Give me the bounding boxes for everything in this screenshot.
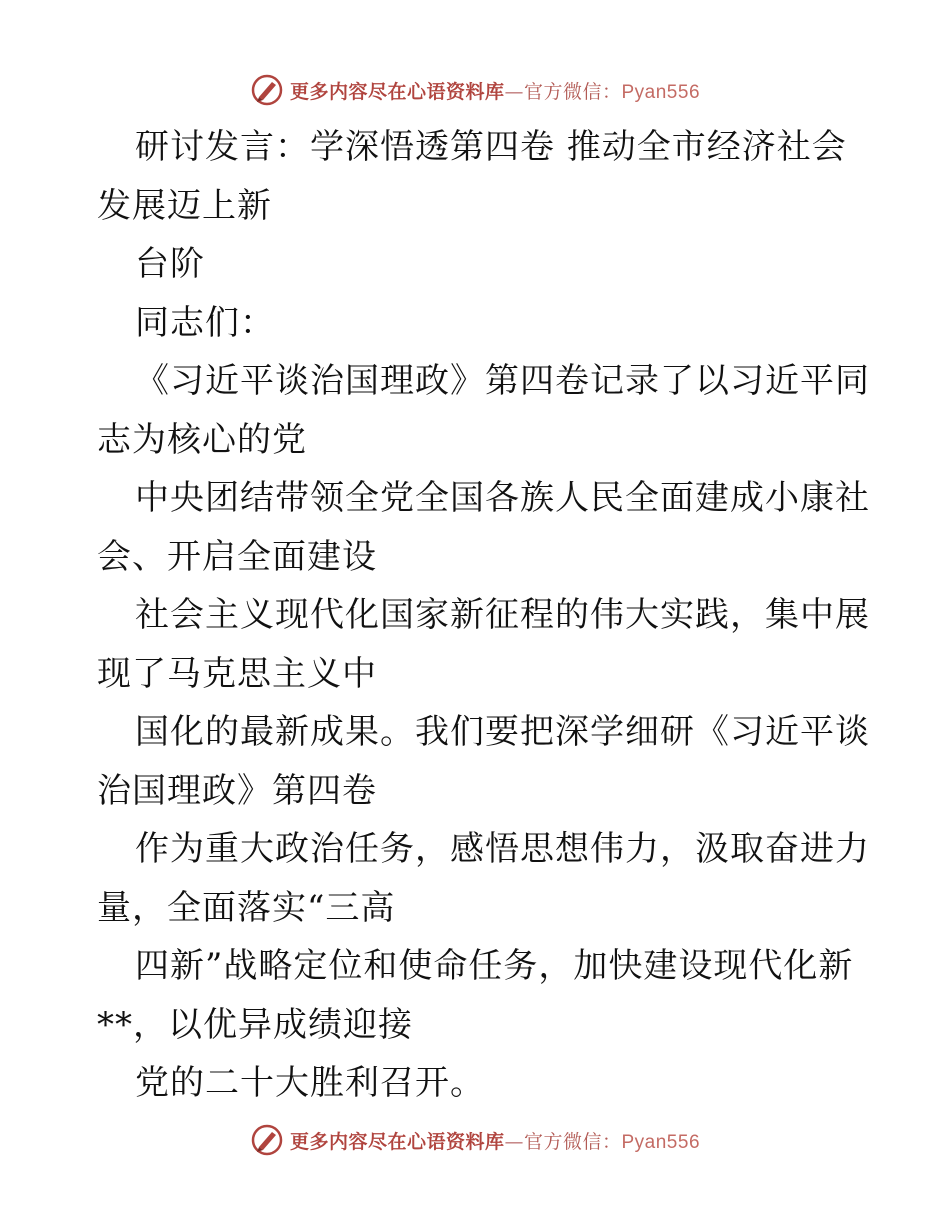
- footer-watermark: [0, 1120, 950, 1160]
- text-line: 作为重大政治任务，感悟思想伟力，汲取奋进力: [135, 829, 870, 869]
- text-line: 量，全面落实“三高: [97, 887, 396, 928]
- watermark-wechat-label: 官方微信：: [523, 1130, 622, 1153]
- header-watermark: [0, 70, 950, 110]
- text-line: 发展迈上新: [97, 185, 272, 226]
- text-line: 同志们：: [135, 302, 275, 343]
- text-line: 治国理政》第四卷: [97, 770, 377, 811]
- watermark-text: [290, 77, 700, 104]
- watermark-wechat-label: 官方微信：: [523, 80, 622, 103]
- watermark-text: [290, 1127, 700, 1154]
- text-line: 党的二十大胜利召开。: [135, 1063, 485, 1103]
- watermark-dash: —: [504, 80, 524, 103]
- text-line: **，以优异成绩迎接: [97, 1004, 413, 1045]
- text-line: 四新”战略定位和使命任务，加快建设现代化新: [135, 946, 854, 986]
- text-line: 研讨发言：学深悟透第四卷 推动全市经济社会: [135, 127, 847, 167]
- text-line: 《习近平谈治国理政》第四卷记录了以习近平同: [135, 361, 870, 401]
- watermark-main: 更多内容尽在心语资料库: [289, 1130, 505, 1153]
- text-line: 国化的最新成果。我们要把深学细研《习近平谈: [135, 712, 870, 752]
- text-line: 会、开启全面建设: [97, 536, 377, 577]
- text-line: 台阶: [135, 244, 205, 284]
- watermark-main: 更多内容尽在心语资料库: [289, 80, 505, 103]
- text-line: 中央团结带领全党全国各族人民全面建成小康社: [135, 478, 870, 518]
- text-line: 现了马克思主义中: [97, 653, 377, 694]
- watermark-wechat-id: Pyan556: [621, 1131, 701, 1153]
- pen-logo-icon: [250, 1123, 284, 1157]
- watermark-dash: —: [504, 1130, 524, 1153]
- text-line: 社会主义现代化国家新征程的伟大实践，集中展: [135, 595, 870, 635]
- pen-logo-icon: [250, 73, 284, 107]
- watermark-wechat-id: Pyan556: [621, 81, 701, 103]
- text-line: 志为核心的党: [97, 419, 307, 460]
- document-body: [97, 118, 870, 1113]
